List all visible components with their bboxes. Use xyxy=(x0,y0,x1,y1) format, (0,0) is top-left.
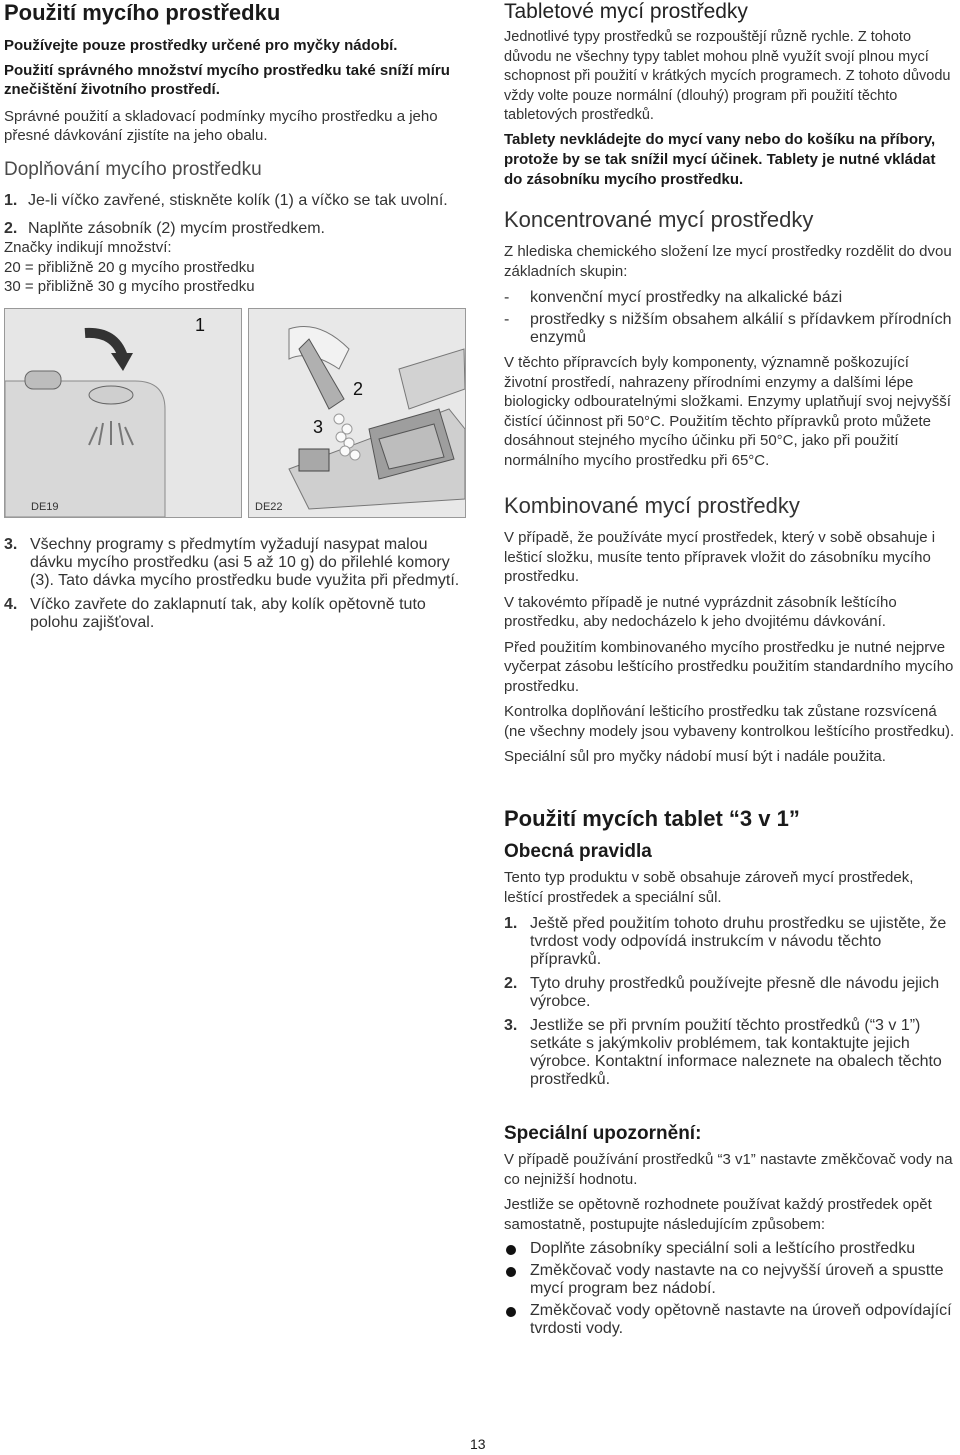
rule-item xyxy=(504,975,956,1011)
rule-item xyxy=(504,915,956,969)
combined-paragraph: Před použitím kombinovaného mycího prostředku je nutné nejprve vyčerpat zásobu leštícího prostředku použitím standardního mycího prostředku. xyxy=(504,638,954,695)
lead-paragraph: Použití správného množství mycího prostředku také sníží míru znečištění životního prostředí. xyxy=(4,62,450,98)
rule-text: Jestliže se při prvním použití těchto prostředků (“3 v 1”) setkáte s jakýmkoliv problémem, tak kontaktujte jejich výrobce. Kontaktní informace naleznete na obalech těchto prostředků. xyxy=(530,1017,942,1088)
list-item-text: konvenční mycí prostředky na alkalické bázi xyxy=(530,289,843,306)
bullet-dot xyxy=(506,1245,516,1255)
concentrated-section xyxy=(504,242,956,470)
page-number: 13 xyxy=(470,1436,486,1452)
steps-top xyxy=(4,192,464,297)
figure-code: DE19 xyxy=(31,501,59,513)
bullet-text: Doplňte zásobníky speciální soli a leštícího prostředku xyxy=(530,1240,916,1257)
rule-item xyxy=(504,1017,956,1089)
bullet-dot xyxy=(506,1267,516,1277)
combined-paragraph: V takovémto případě je nutné vyprázdnit zásobník leštícího prostředku, aby nedocházelo k jeho dvojitému dávkování. xyxy=(504,593,897,630)
bullet-item xyxy=(504,1302,956,1338)
step-number: 3. xyxy=(4,536,18,553)
rule-number: 1. xyxy=(504,915,518,932)
marks-line: 30 = přibližně 30 g mycího prostředku xyxy=(4,278,255,295)
figure-dispenser-lid xyxy=(4,308,242,518)
combined-paragraph: Speciální sůl pro myčky nádobí musí být i nadále použita. xyxy=(504,748,886,765)
step-item xyxy=(4,596,464,632)
step-item xyxy=(4,536,464,590)
bullet-item xyxy=(504,1240,956,1258)
general-rules-section xyxy=(504,868,956,1089)
concentrated-paragraph: V těchto přípravcích byly komponenty, významně poškozující životní prostředí, nahrazeny přírodními enzymy a dalšími lépe biologicky odbouratelnými složkami. Enzymy uplatňují svoj nejvyšší čistící účinnost při 50°C. Použitím těchto přípravků proto můžete dosáhnout stejného mycího účinku při 50°C, jako při použití normálního mycího prostředku při 65°C. xyxy=(504,354,951,469)
step-item xyxy=(4,192,464,210)
callout-number: 3 xyxy=(313,417,324,437)
rule-number: 2. xyxy=(504,975,518,992)
figure-filling-detergent xyxy=(248,308,466,518)
lead-paragraph: Používejte pouze prostředky určené pro myčky nádobí. xyxy=(4,37,398,54)
bullet-text: Změkčovač vody opětovně nastavte na úroveň odpovídající tvrdosti vody. xyxy=(530,1302,952,1337)
tablets-3in1-title: Použití mycích tablet “3 v 1” xyxy=(504,806,800,831)
combined-title: Kombinované mycí prostředky xyxy=(504,493,800,518)
general-paragraph: Tento typ produktu v sobě obsahuje zároveň mycí prostředek, leštící prostředek a speciální sůl. xyxy=(504,869,914,906)
step-text: Je-li víčko zavřené, stiskněte kolík (1) a víčko se tak uvolní. xyxy=(28,192,448,209)
marks-line: 20 = přibližně 20 g mycího prostředku xyxy=(4,258,255,276)
bullet-dot xyxy=(506,1307,516,1317)
step-text: Naplňte zásobník (2) mycím prostředkem. xyxy=(28,220,325,237)
marks-intro: Značky indikují množství: xyxy=(4,239,172,256)
list-item-text: prostředky s nižším obsahem alkálií s přídavkem přírodních enzymů xyxy=(530,311,952,346)
special-paragraph: V případě používání prostředků “3 v1” nastavte změkčovač vody na co nejnižší hodnotu. xyxy=(504,1151,953,1188)
bullet-item xyxy=(504,1262,956,1298)
rule-text: Tyto druhy prostředků používejte přesně dle návodu jejich výrobce. xyxy=(530,975,940,1010)
tablet-title: Tabletové mycí prostředky xyxy=(504,0,748,23)
dispenser-lid-illustration xyxy=(5,309,241,517)
lead-text xyxy=(4,36,459,145)
bullet-text: Změkčovač vody nastavte na co nejvyšší úroveň a spustte mycí program bez nádobí. xyxy=(530,1262,944,1297)
combined-paragraph: Kontrolka doplňování lešticího prostředku tak zůstane rozsvícená (ne všechny modely jsou vybaveny kontrolkou leštícího prostředku). xyxy=(504,703,955,740)
combined-paragraph: V případě, že používáte mycí prostředek, který v sobě obsahuje i lešticí složku, musíte tento přípravek vložit do zásobníku mycího prostředku. xyxy=(504,529,936,585)
filling-detergent-illustration xyxy=(249,309,465,517)
figure-code: DE22 xyxy=(255,501,283,513)
tablet-warning: Tablety nevkládejte do mycí vany nebo do košíku na příbory, protože by se tak snížil mycí účinek. Tablety je nutné vkládat do zásobníku mycího prostředku. xyxy=(504,131,936,188)
section-title: Použití mycího prostředku xyxy=(4,0,281,25)
tablet-paragraph: Jednotlivé typy prostředků se rozpouštějí různě rychle. Z tohoto důvodu ne všechny typy tablet mohou plně využít svojí plnou mycí schopnost při použití v krátkých mycích programech. Z tohoto důvodu vždy volte pouze normální (dlouhý) program při použití těchto tabletových prostředků. xyxy=(504,29,951,123)
concentrated-title: Koncentrované mycí prostředky xyxy=(504,207,814,232)
step-number: 2. xyxy=(4,220,18,237)
callout-number: 2 xyxy=(353,379,364,399)
combined-section xyxy=(504,528,956,767)
special-notice-section xyxy=(504,1150,956,1338)
step-text: Všechny programy s předmytím vyžadují nasypat malou dávku mycího prostředku (asi 5 až 10 g) do přilehlé komory (3). Tato dávka mycího prostředku bude využita při předmytí. xyxy=(30,536,460,589)
step-text: Víčko zavřete do zaklapnutí tak, aby kolík opětovně tuto polohu zajišťoval. xyxy=(30,596,426,631)
rule-number: 3. xyxy=(504,1017,518,1034)
callout-number: 1 xyxy=(195,315,206,335)
step-number: 4. xyxy=(4,596,18,613)
step-number: 1. xyxy=(4,192,18,209)
list-item: - konvenční mycí prostředky na alkalické bázi xyxy=(504,289,843,306)
lead-paragraph: Správné použití a skladovací podmínky mycího prostředku a jeho přesné dávkování zjistíte na jeho obalu. xyxy=(4,108,438,144)
special-notice-title: Speciální upozornění: xyxy=(504,1123,702,1144)
list-item: - prostředky s nižším obsahem alkálií s přídavkem přírodních enzymů xyxy=(504,311,952,346)
general-rules-title: Obecná pravidla xyxy=(504,841,652,862)
steps-bottom xyxy=(4,536,464,632)
step-item xyxy=(4,220,464,238)
subheading: Doplňování mycího prostředku xyxy=(4,159,262,180)
special-paragraph: Jestliže se opětovně rozhodnete používat každý prostředek opět samostatně, postupujte následujícím způsobem: xyxy=(504,1196,932,1233)
concentrated-intro: Z hlediska chemického složení lze mycí prostředky rozdělit do dvou základních skupin: xyxy=(504,243,952,280)
rule-text: Ještě před použitím tohoto druhu prostředku se ujistěte, že tvrdost vody odpovídá instrukcím v návodu těchto přípravků. xyxy=(530,915,947,968)
